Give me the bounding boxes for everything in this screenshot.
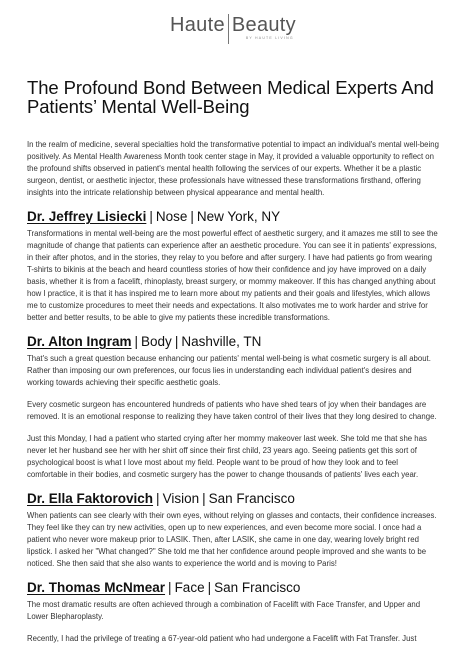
section-heading-mcnmear: Dr. Thomas McNmear | Face | San Francisco [27, 580, 301, 595]
section-paragraph: When patients can see clearly with their own eyes, without relying on glasses and contacts, their confidence increases. They feel like they can try new activities, open up to new experiences, and even become more social. I once had a patient who never wore makeup prior to LASIK. Then, after LASIK, she came in one day, wearing lovely bright red lipstick. I asked her "What changed?" She told me that her confidence around people improved and she wants to be noticed. She then said that she also wants to experience the world and is moving to Paris! [27, 511, 437, 568]
section-heading-faktorovich: Dr. Ella Faktorovich | Vision | San Francisco [27, 491, 295, 506]
logo-word-haute: Haute [170, 14, 225, 36]
section-heading-ingram: Dr. Alton Ingram | Body | Nashville, TN [27, 334, 262, 349]
section-paragraph: The most dramatic results are often achieved through a combination of Facelift with Face Transfer, and Upper and Lower Blepharoplasty. [27, 600, 421, 621]
doctor-location: New York, NY [196, 209, 281, 224]
article-intro: In the realm of medicine, several specialties hold the transformative potential to impact an individual's mental well-being positively. As Mental Health Awareness Month took center stage in May, it provided a valuable opportunity to reflect on the profound shifts observed in patient's mental health following the services of our experts. Whether it be a plastic surgeon, dentist, or aesthetic injector, these professionals have witnessed these transformations firsthand, offering insights into the intricate relationship between physical appearance and mental health. [27, 140, 439, 197]
logo-subtitle: BY HAUTE LIVING [245, 36, 294, 40]
doctor-location: San Francisco [214, 580, 301, 595]
section-paragraph: That's such a great question because enhancing our patients' mental well-being is what cosmetic surgery is all about. Rather than imposing our own preferences, our focus lies in understanding each individual patient's desires and working towards achieving their specific aesthetic goals. [27, 354, 431, 387]
doctor-name-link[interactable]: Dr. Thomas McNmear [27, 580, 166, 595]
article-title: The Profound Bond Between Medical Experts And Patients’ Mental Well-Being [27, 77, 434, 117]
section-paragraph: Recently, I had the privilege of treating a 67-year-old patient who had undergone a Facelift with Fat Transfer. Just [27, 634, 417, 643]
doctor-name-link[interactable]: Dr. Alton Ingram [27, 334, 132, 349]
doctor-location: Nashville, TN [181, 334, 262, 349]
article-body [27, 78, 439, 655]
logo-word-beauty: Beauty [231, 14, 296, 36]
doctor-specialty: Face [174, 580, 205, 595]
doctor-name-link[interactable]: Dr. Ella Faktorovich [27, 491, 154, 506]
section-paragraph: Every cosmetic surgeon has encountered hundreds of patients who have shed tears of joy when their bandages are removed. It is an emotional response to realizing they have taken control of their lives that they long desired to change. [27, 400, 437, 421]
doctor-specialty: Nose [155, 209, 188, 224]
section-paragraph: Just this Monday, I had a patient who started crying after her mommy makeover last week. She told me that she has never let her husband see her with her shirt off since their first child, 23 years ago. Seeing patients get this sort of psychological boost is what I love most about my field. People want to be proud of how they look and to feel comfortable in their bodies, and cosmetic surgery has the power to change thousands of patients' lives each year. [27, 434, 427, 479]
doctor-specialty: Vision [162, 491, 200, 506]
doctor-location: San Francisco [208, 491, 295, 506]
haute-beauty-logo[interactable] [170, 14, 296, 44]
logo-divider [228, 14, 229, 44]
site-header [0, 12, 456, 48]
section-heading-lisiecki: Dr. Jeffrey Lisiecki | Nose | New York, NY [27, 209, 281, 224]
doctor-name-link[interactable]: Dr. Jeffrey Lisiecki [27, 209, 147, 224]
doctor-specialty: Body [141, 334, 172, 349]
section-paragraph: Transformations in mental well-being are the most powerful effect of aesthetic surgery, and it amazes me still to see the magnitude of change that patients can experience after an aesthetic procedure. You can see it in patients' expressions, in their after photos, and in the stories, they relay to you before and after surgery. I have had patients go from wearing T-shirts to bikinis at the beach and heard countless stories of how their confidence and joy have improved on a daily basis, whether it is from a facelift, rhinoplasty, breast surgery, or mommy makeover. If this has changed anything about how I practice, it is that it has inspired me to learn more about my patients and their goals and lifestyles, which allows me to customize procedures to meet their needs and expectations. It also motivates me to work harder and strive for better and better results, to be able to give my patients these incredible transformations. [27, 229, 438, 322]
